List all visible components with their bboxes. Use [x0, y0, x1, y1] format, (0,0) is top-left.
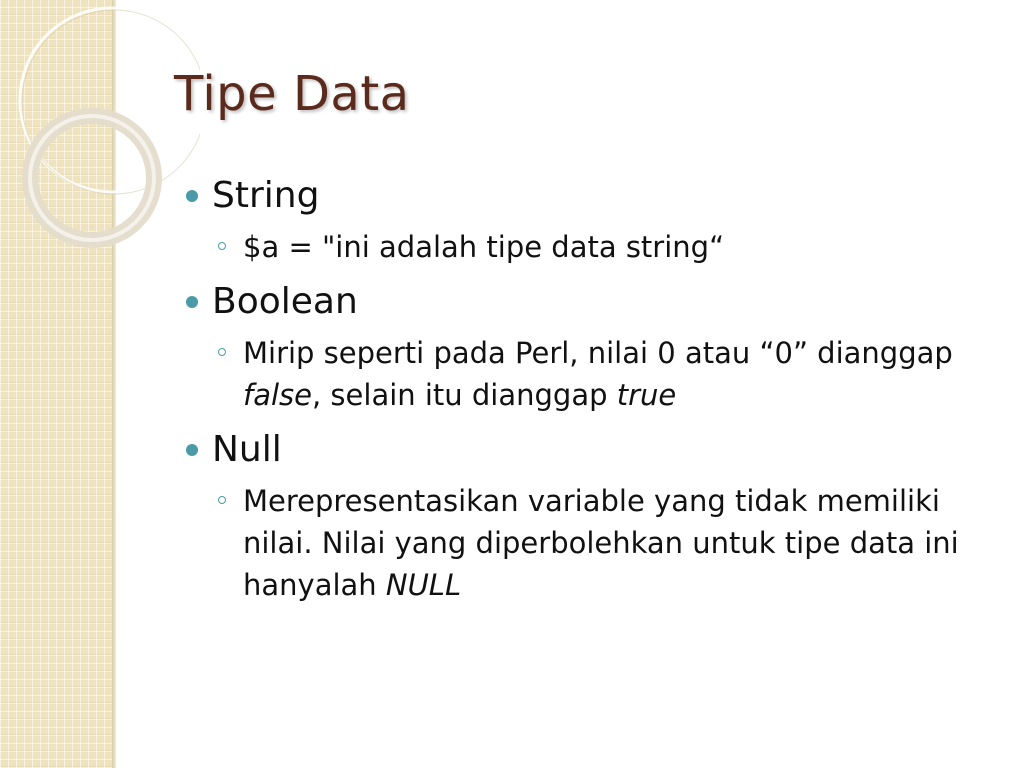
italic-term-false: false	[243, 378, 312, 412]
hollow-bullet-icon	[218, 242, 226, 250]
bullet-label: String	[212, 175, 320, 216]
sub-list-boolean	[212, 332, 982, 416]
bullet-item-boolean	[182, 278, 982, 326]
bullet-dot-icon	[186, 190, 198, 202]
sub-item	[212, 480, 982, 606]
sub-text-part: Merepresentasikan variable yang tidak memiliki nilai. Nilai yang diperbolehkan untuk tipe data ini hanyalah	[243, 484, 959, 602]
bullet-dot-icon	[186, 444, 198, 456]
slide-title: Tipe Data	[174, 66, 410, 122]
hollow-bullet-icon	[218, 496, 226, 504]
bullet-label: Boolean	[212, 281, 358, 322]
sub-list-null	[212, 480, 982, 606]
bullet-item-string	[182, 172, 982, 220]
bullet-label: Null	[212, 429, 282, 470]
sub-text-part: Mirip seperti pada Perl, nilai 0 atau “0” dianggap	[243, 336, 953, 370]
sub-list-string	[212, 226, 982, 268]
sub-item	[212, 226, 982, 268]
sub-item-text	[243, 480, 982, 606]
italic-term-true: true	[616, 378, 677, 412]
bullet-list	[182, 172, 982, 616]
bullet-dot-icon	[186, 296, 198, 308]
sub-item	[212, 332, 982, 416]
italic-term-null: NULL	[385, 568, 462, 602]
sub-item-text	[243, 332, 982, 416]
ring-decoration-icon	[0, 0, 200, 260]
sub-text-part: , selain itu dianggap	[312, 378, 617, 412]
hollow-bullet-icon	[218, 348, 226, 356]
bullet-item-null	[182, 426, 982, 474]
sub-item-text: $a = "ini adalah tipe data string“	[243, 230, 725, 264]
